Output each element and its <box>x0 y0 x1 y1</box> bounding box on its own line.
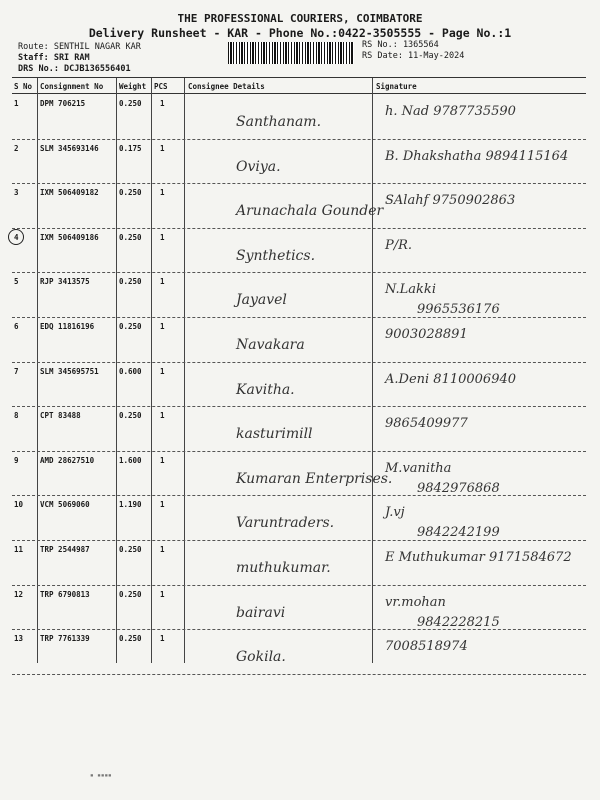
table-row <box>12 540 586 586</box>
cell-pcs: 1 <box>160 545 165 554</box>
consignee-name: Synthetics. <box>236 247 316 264</box>
signature-text: N.Lakki <box>385 282 436 298</box>
cell-cons: AMD 28627510 <box>40 455 95 465</box>
cell-sno: 10 <box>14 500 24 510</box>
cell-wt: 1.190 <box>119 500 142 510</box>
cell-wt: 0.250 <box>119 545 142 554</box>
cell-sno: 11 <box>14 545 24 554</box>
cell-sno: 13 <box>14 634 24 644</box>
col-signature: Signature <box>376 82 417 91</box>
header-rule-top <box>12 77 586 78</box>
cell-sno: 7 <box>14 366 19 376</box>
cell-sno: 2 <box>14 143 19 153</box>
runsheet-title: Delivery Runsheet - KAR - Phone No.:0422-3505555 - Page No.:1 <box>88 26 512 40</box>
cell-pcs: 1 <box>160 589 165 599</box>
table-row <box>12 406 586 452</box>
cell-sno: 9 <box>14 455 19 465</box>
consignee-name: kasturimill <box>236 426 313 443</box>
signature-phone: 9842228215 <box>417 614 500 630</box>
signature-text: P/R. <box>385 237 413 253</box>
cell-sno: 3 <box>14 188 19 198</box>
cell-sno: 8 <box>14 411 19 421</box>
table-row <box>12 183 586 229</box>
cell-sno: 1 <box>14 99 19 108</box>
signature-text: 7008518974 <box>385 639 468 655</box>
rs-number: RS No.: 1365564 <box>362 40 439 50</box>
table-row <box>12 272 586 318</box>
consignee-name: Kumaran Enterprises. <box>236 470 393 487</box>
cell-wt: 0.250 <box>119 634 142 644</box>
signature-text: M.vanitha <box>385 460 452 476</box>
cell-pcs: 1 <box>160 366 165 376</box>
signature-phone: 9842242199 <box>417 525 500 541</box>
consignee-name: bairavi <box>236 604 286 621</box>
cell-pcs: 1 <box>160 455 165 465</box>
cell-pcs: 1 <box>160 411 165 421</box>
cell-pcs: 1 <box>160 188 165 198</box>
cell-pcs: 1 <box>160 634 165 644</box>
cell-pcs: 1 <box>160 143 165 153</box>
consignee-name: Jayavel <box>236 292 287 309</box>
table-row <box>12 139 586 185</box>
table-row <box>12 94 586 140</box>
consignee-name: Oviya. <box>236 158 281 175</box>
table-row <box>12 228 586 274</box>
table-row <box>12 629 586 675</box>
signature-phone: 9842976868 <box>417 480 500 496</box>
cell-cons: TRP 2544987 <box>40 545 90 554</box>
cell-wt: 0.250 <box>119 188 142 198</box>
signature-text: J.vj <box>385 505 405 521</box>
signature-text: SAlahf 9750902863 <box>385 193 516 209</box>
cell-wt: 0.250 <box>119 232 142 242</box>
cell-cons: IXM 506409186 <box>40 232 99 242</box>
signature-text: 9003028891 <box>385 327 468 342</box>
signature-text: A.Deni 8110006940 <box>385 371 517 387</box>
cell-wt: 0.600 <box>119 366 142 376</box>
signature-text: B. Dhakshatha 9894115164 <box>385 148 569 164</box>
signature-text: h. Nad 9787735590 <box>385 104 516 119</box>
table-row <box>12 451 586 497</box>
col-pcs: PCS <box>154 82 168 91</box>
cell-wt: 0.250 <box>119 589 142 599</box>
cell-wt: 0.250 <box>119 277 142 287</box>
table-row <box>12 362 586 408</box>
cell-wt: 0.250 <box>119 411 142 421</box>
circled-number-mark <box>8 229 24 245</box>
cell-sno: 5 <box>14 277 19 287</box>
consignee-name: Santhanam. <box>236 114 322 130</box>
col-sno: S No <box>14 82 33 91</box>
rs-date: RS Date: 11-May-2024 <box>362 51 465 61</box>
cell-pcs: 1 <box>160 277 165 287</box>
cell-pcs: 1 <box>160 322 165 331</box>
cell-wt: 0.250 <box>119 322 142 331</box>
signature-text: vr.mohan <box>385 594 446 610</box>
cell-pcs: 1 <box>160 99 165 108</box>
cell-wt: 1.600 <box>119 455 142 465</box>
cell-pcs: 1 <box>160 232 165 242</box>
col-consignment: Consignment No <box>40 82 104 91</box>
consignee-name: Varuntraders. <box>236 515 335 532</box>
cell-cons: VCM 5069060 <box>40 500 90 510</box>
cell-cons: CPT 83488 <box>40 411 81 421</box>
company-title: THE PROFESSIONAL COURIERS, COIMBATORE <box>177 12 423 25</box>
consignee-name: Gokila. <box>236 649 286 666</box>
cell-cons: EDQ 11816196 <box>40 322 95 331</box>
cell-sno: 12 <box>14 589 24 599</box>
signature-text: 9865409977 <box>385 416 468 432</box>
consignee-name: Arunachala Gounder <box>236 203 384 220</box>
cell-cons: TRP 7761339 <box>40 634 90 644</box>
col-consignee: Consignee Details <box>188 82 265 91</box>
cell-wt: 0.250 <box>119 99 142 108</box>
route-label: Route: SENTHIL NAGAR KAR <box>18 42 141 52</box>
consignee-name: Kavitha. <box>236 381 295 398</box>
cell-sno: 6 <box>14 322 19 331</box>
cell-cons: RJP 3413575 <box>40 277 90 287</box>
cell-cons: SLM 345695751 <box>40 366 99 376</box>
cell-cons: DPM 706215 <box>40 99 86 108</box>
signature-text: E Muthukumar 9171584672 <box>385 550 572 565</box>
consignee-name: Navakara <box>236 337 305 353</box>
table-row <box>12 585 586 631</box>
table-row <box>12 495 586 541</box>
staff-label: Staff: SRI RAM <box>18 53 90 63</box>
cell-sno: 4 <box>14 232 19 242</box>
cell-cons: IXM 506409182 <box>40 188 99 198</box>
cell-wt: 0.175 <box>119 143 142 153</box>
drs-label: DRS No.: DCJB136556401 <box>18 64 131 74</box>
cell-pcs: 1 <box>160 500 165 510</box>
consignee-name: muthukumar. <box>236 560 331 576</box>
col-weight: Weight <box>119 82 147 91</box>
barcode <box>228 42 354 64</box>
cell-cons: SLM 345693146 <box>40 143 99 153</box>
signature-phone: 9965536176 <box>417 302 500 318</box>
table-row <box>12 317 586 363</box>
cell-cons: TRP 6790813 <box>40 589 90 599</box>
footer-smudge: ▪ ▪▪▪▪ <box>90 772 112 779</box>
